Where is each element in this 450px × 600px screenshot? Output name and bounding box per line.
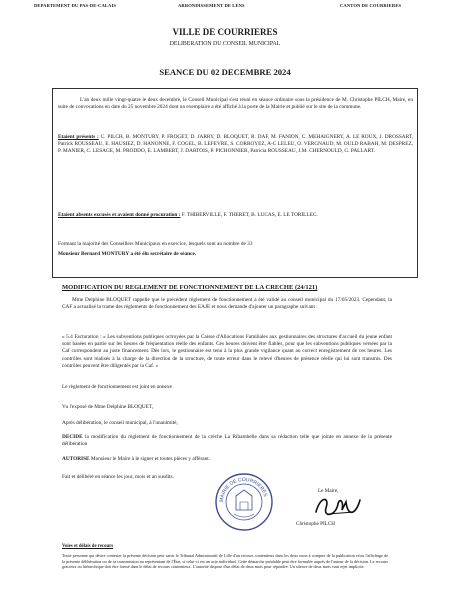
town-title: VILLE DE COURRIERES bbox=[172, 27, 278, 37]
signature-name: Christophe PILCH bbox=[296, 521, 336, 527]
majority-line: Formant la majorité des Conseillers Municipaux en exercice, lesquels sont au nombre de 33 bbox=[58, 241, 253, 247]
appeal-title: Voies et délais de recours bbox=[62, 544, 114, 549]
appeal-text: Toute personne qui désire contester la présente décision peut saisir le Tribunal Administratif de Lille d'un recours contentieux dans les deux mois à compter de la publication et/ou l'affichage de la présente délibération ou de sa transmission au représentant de l'État, si celui-ci est un acte individuel. Cette démarche préalable peut être formulée auprès de l'auteur de la décision. Le recours gracieux ou hiérarchique doit être formé dans le délai de recours contentieux. L'autorité dispose d'un délai de deux mois pour répondre. Un silence de deux mois vaut rejet implicite. bbox=[62, 553, 388, 570]
present-paragraph bbox=[58, 134, 413, 156]
header-arrondissement: ARRONDISSEMENT DE LENS bbox=[178, 3, 245, 8]
attendance-box bbox=[52, 88, 418, 278]
paragraph-recall: Mme Delphine BLOQUET rappelle que le précédent règlement de fonctionnement a été validé au conseil municipal du 17/05/2023. Cependant, la CAF a actualisé la trame des règlements de fonctionnement des EAJE et nous demande d'ajouter un paragraphe suivant : bbox=[62, 297, 392, 311]
paragraph-decide: DECIDE la modification du règlement de fonctionnement de la crèche La Ribambelle dans sa rédaction telle que jointe en annexe de la présente délibération bbox=[62, 434, 392, 448]
seal-text: MAIRIE DE COURRIERES bbox=[218, 476, 269, 503]
absent-list: F. THIBERVILLE, F. THERET, B. LUCAS, E. LE TORILLEC. bbox=[181, 212, 318, 218]
paragraph-annex: Le règlement de fonctionnement est joint en annexe bbox=[62, 384, 172, 390]
paragraph-autorise: AUTORISE Monsieur le Maire à le signer et toutes pièces y afférant. bbox=[62, 456, 211, 462]
intro-paragraph: L'an deux mille vingt-quatre le deux decembre, le Conseil Municipal s'est réuni en séance ordinaire sous la présidence de M. Christophe PILCH, Maire, en suite de convocations en date du 25 novembre 2024 dont un exemplaire a été affiché à la porte de la Mairie et publié sur le site de la commune. bbox=[58, 97, 413, 111]
paragraph-autorise-keyword: AUTORISE bbox=[62, 456, 90, 462]
secretary-line: Monsieur Bernard MONTURY a été élu secrétaire de séance. bbox=[58, 251, 197, 257]
absent-label: Etaient absents excusés et avaient donné procuration : bbox=[58, 212, 181, 218]
header-canton: CANTON DE COURRIERES bbox=[340, 3, 402, 8]
signature-block bbox=[296, 488, 396, 548]
present-list: C. PILCH, B. MONTURY, P. FROGET, D. JARRY, D. BLOQUET, R. DAF, M. FANION, C. MEHAIGNERY, A. LE ROUX, J. DROSSART, Patrick ROUSSEAU, E. HAUSIEZ, D. HANONNE, F. COGEL, B. LEFEVRE, S. CORROYEZ, A-C LELEU, O. VERGNAUD, M. OULD RABAH, M. DESPREZ, P. MANIER, C. LESAGE, M. PRODDO, E. LAMBERT, J. DARTOIS, P. PICHONNIER, Patricia ROUSSEAU, J.M. CHERNOULD, G. PALLART. bbox=[58, 134, 413, 155]
paragraph-apres: Après délibération, le conseil municipal, à l'unanimité, bbox=[62, 420, 178, 426]
motion-title: MODIFICATION DU REGLEMENT DE FONCTIONNEMENT DE LA CRECHE (24/121) bbox=[62, 284, 318, 291]
signature-title: Le Maire, bbox=[318, 488, 339, 494]
absent-paragraph bbox=[58, 212, 413, 219]
header-department: DEPARTEMENT DU PAS-DE-CALAIS bbox=[34, 3, 117, 8]
paragraph-vu: Vu l'exposé de Mme Delphine BLOQUET, bbox=[62, 404, 154, 410]
paragraph-fait: Fait et délibéré en séance les jour, mois et an susdits. bbox=[62, 474, 174, 480]
deliberation-title: DELIBERATION DU CONSEIL MUNICIPAL bbox=[169, 41, 281, 47]
paragraph-facturation: « 5.4 Facturation : « Les subventions publiques octroyées par la Caisse d'Allocations Familiales aux gestionnaires des structures d'accueil du jeune enfant sont basées en partie sur les heures de fréquentation réelle des enfants. Ces heures doivent être fiables, pour que les subventions publiques versées par la Caf correspondent au juste financement. Dès lors, le gestionnaire est tenu à la plus grande vigilance quant au correct enregistrement de ces heures. Les contrôles sont réalisés à la charge de la direction de la structure, de toute erreur dans le relevé d'heures de présence réelle qui lui sont transmis. Des contrôles peuvent être diligentés par la Caf. » bbox=[62, 334, 392, 369]
handwritten-signature bbox=[308, 492, 368, 522]
paragraph-decide-keyword: DECIDE bbox=[62, 434, 83, 440]
session-title: SEANCE DU 02 DECEMBRE 2024 bbox=[159, 67, 291, 77]
town-seal-stamp bbox=[214, 472, 274, 532]
present-label: Etaient présents : bbox=[58, 134, 99, 140]
